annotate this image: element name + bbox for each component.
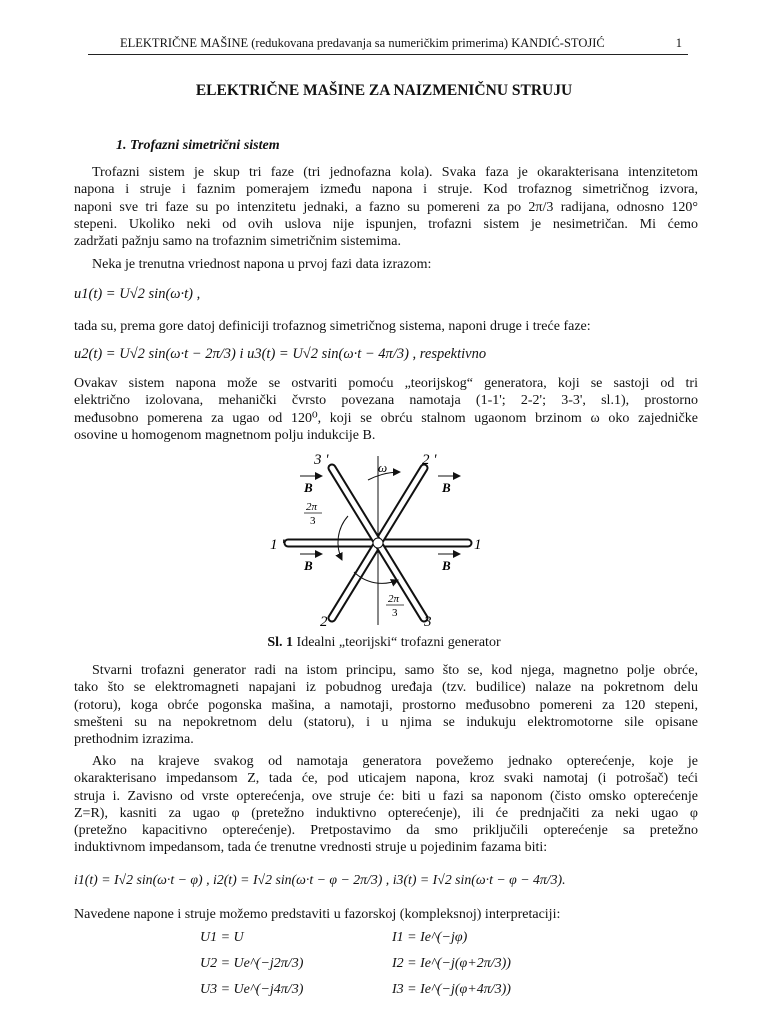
text-line: prethodnim izrazima. [74, 732, 194, 748]
field-vector-tr [438, 476, 460, 495]
terminal-3: 3 [424, 614, 432, 630]
field-vector-bl [300, 554, 322, 573]
page-number: 1 [675, 36, 682, 50]
svg-text:B: B [304, 480, 313, 495]
paragraph-4 [74, 375, 698, 444]
paragraph-3 [74, 318, 698, 335]
svg-text:B: B [442, 558, 451, 573]
text-line: Ako na krajeve svakog od namotaja generatora povežemo jednako opterećenje, koje je [92, 754, 698, 769]
chapter-title: ELEKTRIČNE MAŠINE ZA NAIZMENIČNU STRUJU [195, 82, 573, 99]
text-line: stepeni. Ukoliko neki od ovih uslova nije ispunjen, trofazni sistem je nesimetričan. Mi ćemo [74, 216, 698, 232]
phasor-i3: I3 = Ie^(−j(φ+4π/3)) [392, 982, 511, 997]
field-vector-br [438, 554, 460, 573]
text-line: zadržati pažnju samo na trofaznim simetričnim sistemima. [74, 234, 401, 250]
text-line: Trofazni sistem je skup tri faze (tri jednofazna kola). Svaka faza je okarakterisana intenzitetom [92, 165, 698, 180]
generator-figure [270, 450, 500, 630]
text-line: napona i struje i faznim pomerajem između napona i struje. Kod trofaznog simetričnog izvora, [74, 182, 698, 198]
phasor-i2: I2 = Ie^(−j(φ+2π/3)) [392, 956, 511, 971]
shaft-icon [373, 538, 383, 548]
svg-text:B: B [304, 558, 313, 573]
text-line: Stvarni trofazni generator radi na istom principu, samo što se, kod njega, magnetno polje obrće, [92, 663, 698, 678]
text-line: struja i. Zavisno od vrste opterećenja, ove struje će: biti u fazi sa naponom (čisto omsko opterećenje [74, 788, 698, 804]
terminal-1: 1 [474, 537, 482, 553]
text-line: smešteni su na nepokretnom delu (statoru), i u njima se indukuju elektromotorne sile opisane [74, 714, 698, 730]
header-text: ELEKTRIČNE MAŠINE (redukovana predavanja sa numeričkim primerima) KANDIĆ-STOJIĆ [120, 36, 605, 50]
phasor-u2: U2 = Ue^(−j2π/3) [200, 956, 304, 971]
text-line: okarakterisano impedansom Z, tada će, pod uticajem napona, kroz svaki namotaj (i potrošač) teći [74, 771, 698, 787]
terminal-3-prime: 3 ' [314, 452, 329, 468]
terminal-2: 2 [320, 614, 328, 630]
text-line: osovine u homogenom magnetnom polju indukcije B. [74, 427, 376, 443]
phasor-u1: U1 = U [200, 930, 244, 945]
figure-caption [0, 635, 768, 651]
text-line: tako što se elektromagneti napajani iz pobudnog uređaja (tzv. budilice) nalaze na pokretnom delu [74, 680, 698, 696]
angle-numerator: 2π [388, 593, 400, 605]
terminal-1-prime: 1 ' [270, 537, 285, 553]
text-line: Ovakav sistem napona može se ostvariti pomoću „teorijskog“ generatora, koji se sastoji od tri [74, 376, 698, 391]
text-line: tada su, prema gore datoj definiciji trofaznog simetričnog sistema, naponi druge i treće faze: [74, 319, 591, 334]
text-line: (rotoru), koga obrće pogonska mašina, a namotaji, prostorno međusobno pomereni za 120 stepeni, [74, 697, 698, 713]
omega-label: ω [378, 460, 388, 475]
section-heading: 1. Trofazni simetrični sistem [116, 138, 280, 153]
terminal-2-prime: 2 ' [422, 452, 437, 468]
text-line: međusobno pomerena za ugao od 120⁰, koji se obrću stalnom ugaonom brzinom ω oko zajedničke [74, 410, 698, 426]
equation-u2-u3: u2(t) = U√2 sin(ω·t − 2π/3) i u3(t) = U√2 sin(ω·t − 4π/3) , respektivno [74, 346, 487, 362]
text-line: Navedene napone i struje možemo predstaviti u fazorskoj (kompleksnoj) interpretaciji: [74, 907, 561, 922]
phasor-i1: I1 = Ie^(−jφ) [392, 930, 468, 945]
angle-denominator: 3 [392, 607, 398, 619]
paragraph-1 [74, 164, 698, 250]
paragraph-5 [74, 662, 698, 748]
paragraph-6 [74, 753, 698, 857]
text-line: električno izolovana, mehanički čvrsto povezana namotaja (1-1'; 2-2'; 3-3', sl.1), prostorno [74, 393, 698, 409]
caption-label: Sl. 1 [267, 635, 294, 650]
running-header [88, 36, 688, 55]
text-line: Z=R), kasniti za ugao φ (pretežno induktivno opterećenje), ili će prednjačiti za neki ugao φ [74, 805, 698, 821]
text-line: (pretežno kapacitivno opterećenje). Pretpostavimo da smo priključili opterećenje sa pretežno [74, 823, 698, 839]
equation-u1: u1(t) = U√2 sin(ω·t) , [74, 286, 201, 302]
paragraph-2 [74, 256, 698, 273]
angle-arc-icon [338, 516, 348, 560]
equation-currents: i1(t) = I√2 sin(ω·t − φ) , i2(t) = I√2 sin(ω·t − φ − 2π/3) , i3(t) = I√2 sin(ω·t − φ − 4π/3). [74, 872, 566, 887]
text-line: naponi sve tri faze su po intenzitetu jednaki, a fazno su pomereni za po 2π/3 radijana, odnosno 120° [74, 199, 698, 215]
text-line: Neka je trenutna vriednost napona u prvoj fazi data izrazom: [92, 257, 432, 272]
svg-text:B: B [442, 480, 451, 495]
angle-numerator: 2π [306, 501, 318, 513]
field-vector-tl [300, 476, 322, 495]
paragraph-7 [74, 906, 698, 923]
phasor-u3: U3 = Ue^(−j4π/3) [200, 982, 304, 997]
text-line: induktivnom impedansom, tada će trenutne vrednosti struje u pojedinim fazama biti: [74, 840, 548, 856]
caption-text: Idealni „teorijski“ trofazni generator [293, 635, 501, 650]
angle-denominator: 3 [310, 515, 316, 527]
